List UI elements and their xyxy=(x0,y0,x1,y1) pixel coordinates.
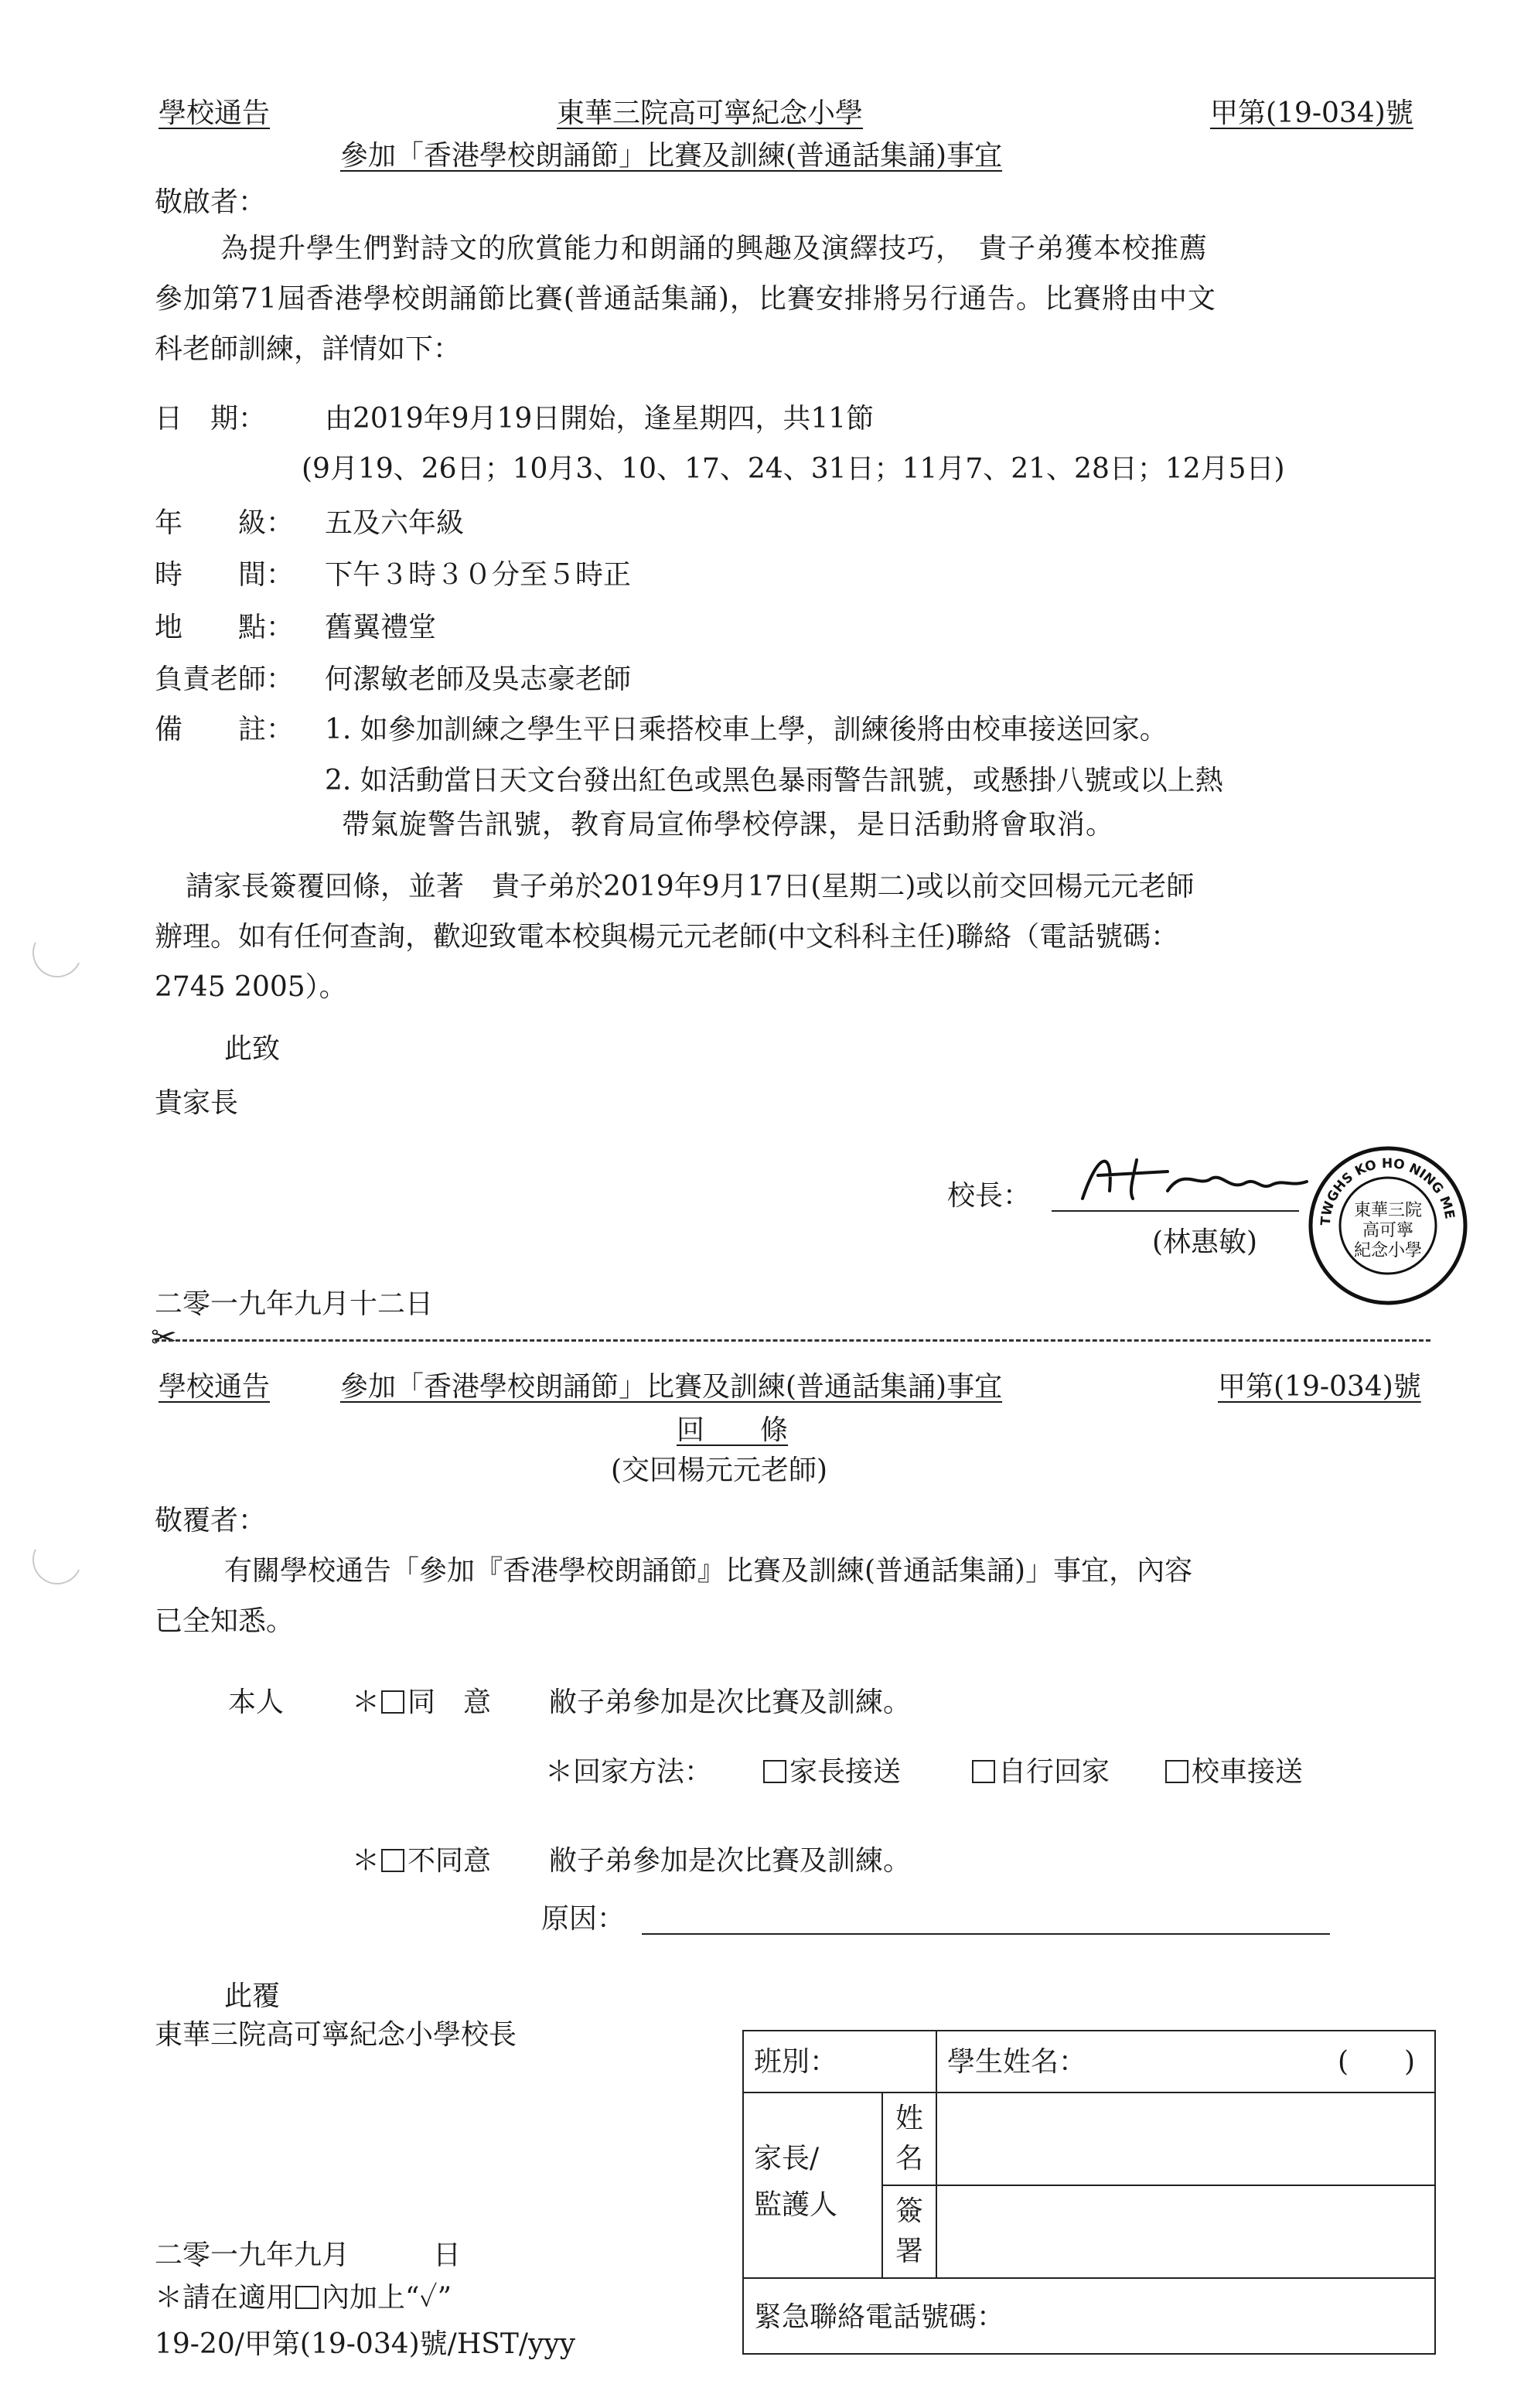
sign-label-1: 簽 xyxy=(895,2195,924,2227)
transport-parent-option[interactable] xyxy=(762,1755,901,1789)
return-note-1: 請家長簽覆回條，並著 貴子弟於2019年9月17日(星期二)或以前交回楊元元老師 xyxy=(186,871,1195,902)
slip-title: 回 條 xyxy=(677,1414,789,1446)
grade-value: 五及六年級 xyxy=(325,507,465,539)
transport-label: ＊回家方法： xyxy=(545,1756,713,1788)
slip-submit-to: (交回楊元元老師) xyxy=(611,1455,828,1486)
disagree-checkbox[interactable] xyxy=(381,1849,404,1872)
slip-self: 本人 xyxy=(228,1687,285,1718)
slip-reference: 甲第(19-034)號 xyxy=(1218,1371,1421,1403)
remark-2a: 2. 如活動當日天文台發出紅色或黑色暴雨警告訊號，或懸掛八號或以上熱 xyxy=(325,765,1223,796)
slip-note-prefix: ＊請在適用 xyxy=(155,2282,295,2314)
remark-2b: 帶氣旋警告訊號，教育局宣佈學校停課，是日活動將會取消。 xyxy=(342,809,1115,841)
seal-line-3: 紀念小學 xyxy=(1353,1241,1423,1260)
agree-prefix: ＊ xyxy=(352,1687,380,1718)
notice-label: 學校通告 xyxy=(159,97,271,129)
reference-number: 甲第(19-034)號 xyxy=(1210,97,1413,129)
agree-option[interactable] xyxy=(352,1686,491,1720)
school-name: 東華三院高可寧紀念小學 xyxy=(557,97,864,129)
time-value: 下午３時３０分至５時正 xyxy=(325,559,632,591)
disagree-prefix: ＊ xyxy=(352,1845,380,1877)
venue-label: 地 點： xyxy=(155,612,295,643)
emergency-label: 緊急聯絡電話號碼： xyxy=(754,2301,1005,2333)
seal-line-1: 東華三院 xyxy=(1353,1201,1423,1220)
principal-name: (林惠敏) xyxy=(1152,1226,1258,1258)
student-name-label: 學生姓名： xyxy=(947,2046,1087,2078)
reason-input-line[interactable] xyxy=(642,1933,1330,1935)
transport-bus-label: 校車接送 xyxy=(1192,1756,1304,1788)
transport-self-label: 自行回家 xyxy=(998,1756,1110,1788)
agree-label: 同 意 xyxy=(407,1687,492,1718)
disagree-label: 不同意 xyxy=(407,1845,492,1877)
sign-label-2: 署 xyxy=(895,2236,924,2267)
signature-line xyxy=(1052,1210,1299,1212)
note-checkbox-icon xyxy=(295,2286,319,2309)
class-label: 班別： xyxy=(754,2046,838,2078)
guardian-label-2: 監護人 xyxy=(754,2189,838,2221)
intro-line-2: 參加第71屆香港學校朗誦節比賽(普通話集誦)，比賽安排將另行通告。比賽將由中文 xyxy=(155,283,1216,315)
disagree-option[interactable] xyxy=(352,1844,491,1878)
punch-hole-top xyxy=(26,921,89,984)
guardian-name-cell[interactable] xyxy=(936,2092,1436,2186)
svg-text:TWGHS KO HO NING MEMORIAL PRIM: TWGHS KO HO NING ME xyxy=(1318,1155,1458,1226)
date-value: 由2019年9月19日開始，逢星期四，共11節 xyxy=(325,403,875,435)
principal-signature xyxy=(1052,1144,1314,1206)
slip-ack-line-1: 有關學校通告「參加『香港學校朗誦節』比賽及訓練(普通話集誦)」事宜，內容 xyxy=(224,1555,1193,1587)
reason-label: 原因： xyxy=(541,1903,626,1935)
disagree-text: 敝子弟參加是次比賽及訓練。 xyxy=(549,1845,912,1877)
transport-bus-option[interactable] xyxy=(1164,1755,1303,1789)
remarks-label: 備 註： xyxy=(155,714,295,745)
school-seal xyxy=(1307,1144,1469,1307)
slip-date: 二零一九年九月 日 xyxy=(155,2239,462,2271)
transport-self-option[interactable] xyxy=(970,1755,1110,1789)
slip-salutation: 敬覆者： xyxy=(155,1505,267,1537)
closing-to: 此致 xyxy=(224,1033,281,1065)
punch-hole-bottom xyxy=(26,1528,89,1591)
grade-label: 年 級： xyxy=(155,507,295,539)
guardian-sign-cell[interactable] xyxy=(936,2185,1436,2279)
date-label: 日 期： xyxy=(155,403,267,435)
intro-line-3: 科老師訓練，詳情如下： xyxy=(155,333,462,365)
intro-line-1: 為提升學生們對詩文的欣賞能力和朗誦的興趣及演繹技巧， 貴子弟獲本校推薦 xyxy=(220,233,1209,264)
transport-self-checkbox[interactable] xyxy=(972,1760,995,1783)
closing-recipient: 貴家長 xyxy=(155,1087,239,1119)
teacher-value: 何潔敏老師及吳志豪老師 xyxy=(325,663,632,695)
return-note-2: 辦理。如有任何查詢，歡迎致電本校與楊元元老師(中文科科主任)聯絡（電話號碼： xyxy=(155,921,1179,953)
principal-label: 校長： xyxy=(947,1180,1031,1212)
teacher-label: 負責老師： xyxy=(155,663,295,695)
name-label-2: 名 xyxy=(895,2143,924,2174)
time-label: 時 間： xyxy=(155,559,295,591)
return-note-3: 2745 2005）。 xyxy=(155,971,347,1003)
salutation: 敬啟者： xyxy=(155,186,267,218)
seal-line-2: 高可寧 xyxy=(1362,1221,1414,1240)
notice-subject: 參加「香港學校朗誦節」比賽及訓練(普通話集誦)事宜 xyxy=(340,140,1003,172)
slip-subject: 參加「香港學校朗誦節」比賽及訓練(普通話集誦)事宜 xyxy=(340,1371,1003,1403)
slip-note xyxy=(155,2281,452,2315)
reply-to: 東華三院高可寧紀念小學校長 xyxy=(155,2019,517,2051)
slip-notice-label: 學校通告 xyxy=(159,1371,271,1403)
guardian-label-1: 家長/ xyxy=(754,2143,820,2174)
notice-date: 二零一九年九月十二日 xyxy=(155,1288,434,1320)
transport-parent-checkbox[interactable] xyxy=(763,1760,786,1783)
agree-text: 敝子弟參加是次比賽及訓練。 xyxy=(549,1687,912,1718)
student-class-number: ( ) xyxy=(1338,2046,1416,2078)
slip-ack-line-2: 已全知悉。 xyxy=(155,1605,295,1637)
cut-line xyxy=(155,1339,1430,1342)
transport-parent-label: 家長接送 xyxy=(789,1756,902,1788)
guardian-cell xyxy=(742,2092,883,2279)
venue-value: 舊翼禮堂 xyxy=(325,612,437,643)
remark-1: 1. 如參加訓練之學生平日乘搭校車上學，訓練後將由校車接送回家。 xyxy=(325,714,1168,745)
transport-bus-checkbox[interactable] xyxy=(1165,1760,1188,1783)
date-list: (9月19、26日；10月3、10、17、24、31日；11月7、21、28日；12月5日) xyxy=(302,453,1285,485)
agree-checkbox[interactable] xyxy=(381,1690,404,1714)
reply-close: 此覆 xyxy=(224,1980,281,2012)
slip-code: 19-20/甲第(19-034)號/HST/yyy xyxy=(155,2328,576,2360)
slip-note-suffix: 內加上“✓” xyxy=(322,2282,452,2314)
name-label-1: 姓 xyxy=(895,2103,924,2134)
scissors-icon: ✂ xyxy=(151,1320,177,1356)
